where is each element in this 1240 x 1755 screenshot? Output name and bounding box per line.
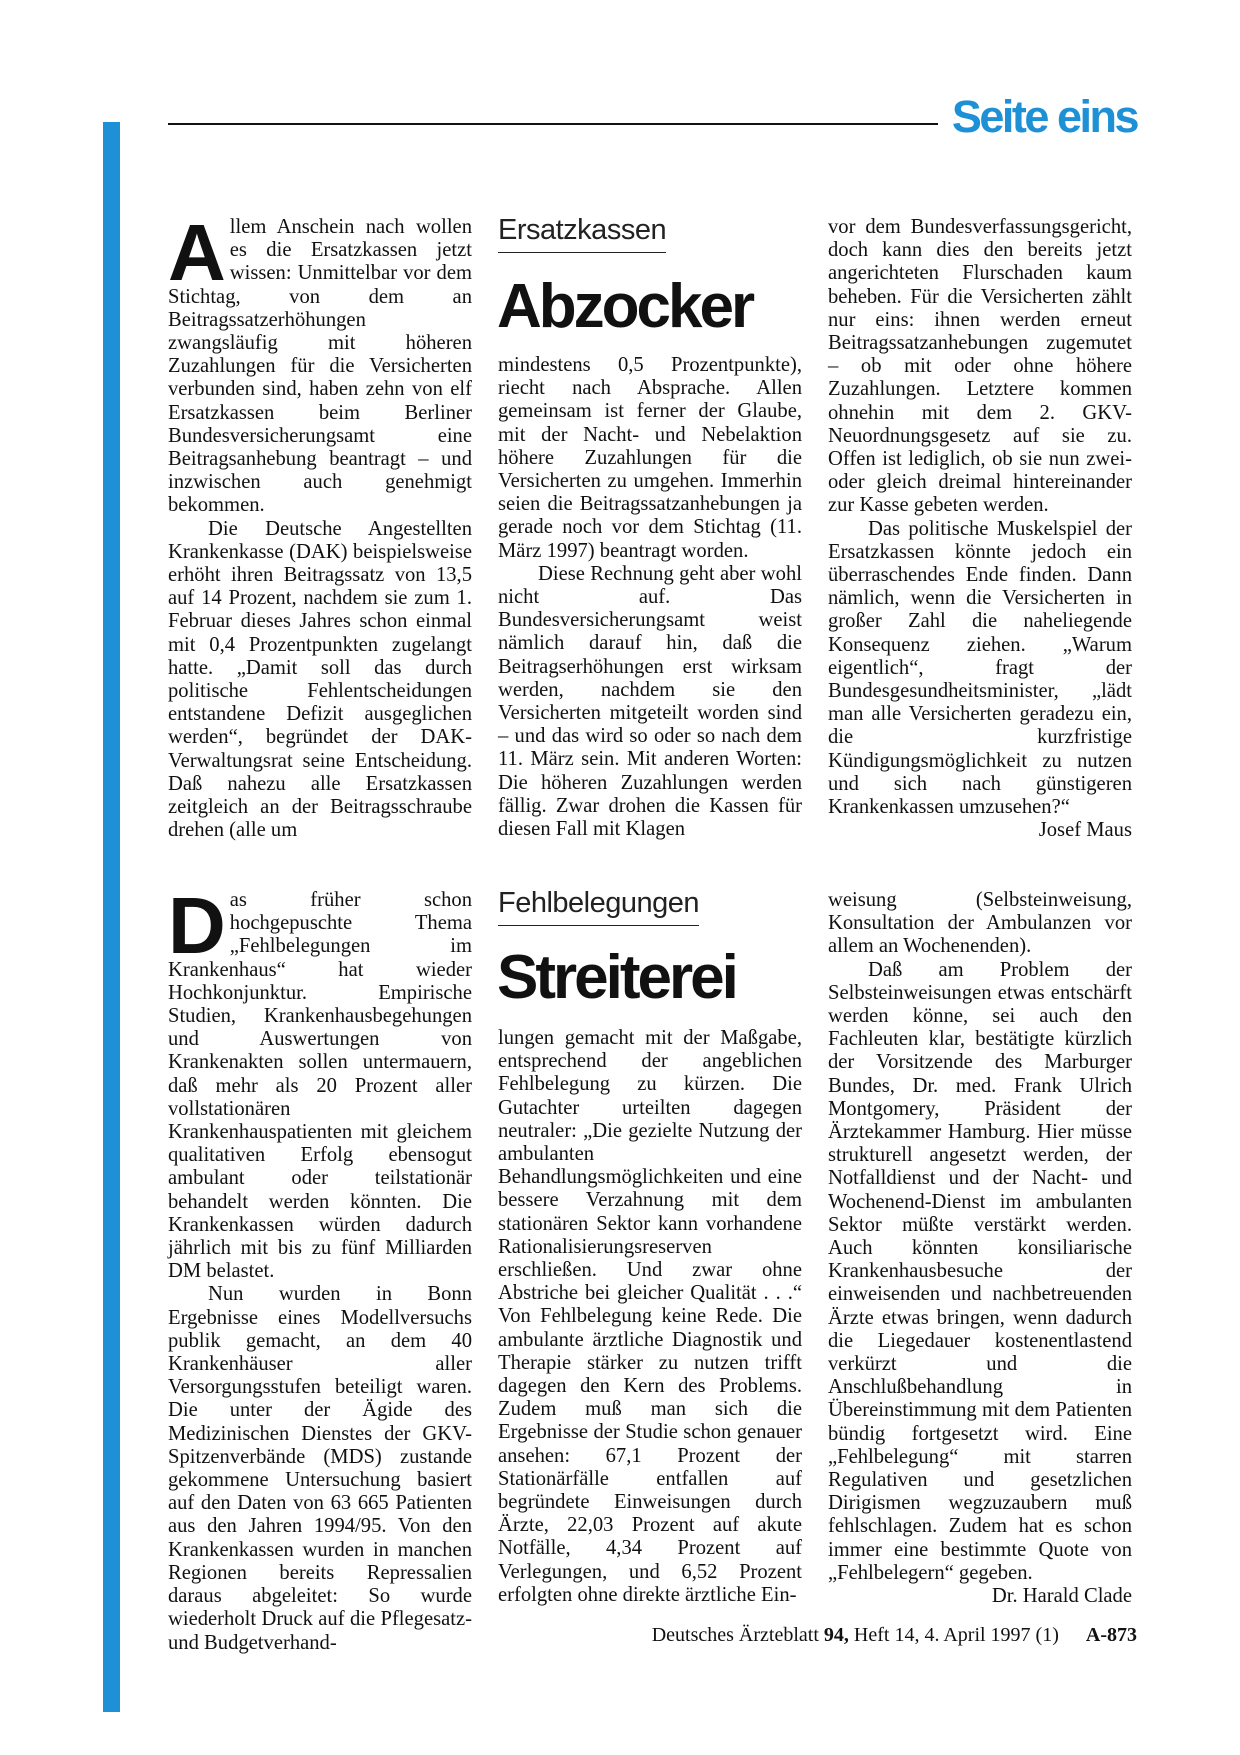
section-title: Seite eins xyxy=(951,91,1137,142)
header-rule xyxy=(168,123,938,125)
volume-number: 94, xyxy=(823,1624,849,1646)
paragraph: Das politische Muskelspiel der Ersatzkassen könnte jedoch ein überraschendes Ende finden. Dann nämlich, wenn die Versicherten in großer Zahl die naheliegende Konsequenz ziehen. „Warum eigentlich“, fragt der Bundesgesundheitsminister, „lädt man alle Versicherten geradezu ein, die kurzfristige Kündigungsmöglichkeit zu nutzen und sich nach günstigeren Krankenkassen umzusehen?“ xyxy=(828,517,1132,819)
issue-info: Heft 14, 4. April 1997 (1) xyxy=(853,1624,1059,1646)
paragraph: Diese Rechnung geht aber wohl nicht auf. Das Bundesversicherungsamt weist nämlich darauf hin, daß die Beitragserhöhungen erst wirksam werden, nachdem sie den Versicherten mitgeteilt worden sind – und das wird so oder so nach dem 11. März sein. Mit anderen Worten: Die höheren Zuzahlungen werden fällig. Zwar drohen die Kassen für diesen Fall mit Klagen xyxy=(498,562,802,841)
dropcap: D xyxy=(168,881,224,970)
paragraph: llem Anschein nach wollen es die Ersatzkassen jetzt wissen: Unmittelbar vor dem Stichtag, von dem an Beitragssatzerhöhungen zwangsläufig mit höheren Zuzahlungen für die Versicherten verbunden sind, haben zehn von elf Ersatzkassen beim Berliner Bundesversicherungsamt eine Beitragsanhebung beantragt – und inzwischen auch genehmigt bekommen. xyxy=(168,216,472,517)
paragraph: Daß am Problem der Selbsteinweisungen etwas entschärft werden könne, sei auch den Fachleuten klar, bestätigte kürzlich der Vorsitzende des Marburger Bundes, Dr. med. Frank Ulrich Montgomery, Präsident der Ärztekammer Hamburg. Hier müsse strukturell angesetzt werden, der Notfalldienst und der Nacht- und Wochenend-Dienst im ambulanten Sektor müßte verstärkt werden. Auch könnten konsiliarische Krankenhausbesuche der einweisenden und nachbetreuenden Ärzte etwas bringen, wenn dadurch die Liegedauer kostenentlastend verkürzt und die Anschlußbehandlung in Übereinstimmung mit dem Patienten bündig fortgesetzt wird. Eine „Fehlbelegung“ mit starren Regulativen und gesetzlichen Dirigismen wegzuzaubern muß fehlschlagen. Zudem hat es schon immer eine bestimmte Quote von „Fehlbelegern“ gegeben. xyxy=(828,958,1132,1584)
journal-name: Deutsches Ärzteblatt xyxy=(651,1624,819,1646)
article2-column-1 xyxy=(168,881,472,1655)
paragraph: as früher schon hochgepuschte Thema „Fehlbelegungen im Krankenhaus“ hat wieder Hochkonjunktur. Empirische Studien, Krankenhausbegehungen und Auswertungen von Krankenakten sollen untermauern, daß mehr als 20 Prozent aller vollstationären Krankenhauspatienten mit gleichem qualitativen Erfolg ebensogut ambulant oder teilstationär behandelt werden könnten. Die Krankenkassen würden dadurch jährlich mit bis zu fünf Milliarden DM belastet. xyxy=(168,889,472,1283)
paragraph: Nun wurden in Bonn Ergebnisse eines Modellversuchs publik gemacht, an dem 40 Krankenhäuser aller Versorgungsstufen beteiligt waren. Die unter der Ägide des Medizinischen Dienstes der GKV-Spitzenverbände (MDS) zustande gekommene Untersuchung basiert auf den Daten von 63 665 Patienten aus den Jahren 1994/95. Von den Krankenkassen wurden in manchen Regionen bereits Repressalien daraus abgeleitet: So wurde wiederholt Druck auf die Pflegesatz- und Budgetverhand- xyxy=(168,1283,472,1654)
page-number: A-873 xyxy=(1085,1624,1137,1646)
dropcap: A xyxy=(168,208,224,297)
article2-column-3 xyxy=(828,889,1132,1608)
article2-headline: Streiterei xyxy=(497,943,736,1012)
author-byline: Dr. Harald Clade xyxy=(991,1585,1132,1608)
blue-margin-bar xyxy=(103,122,120,1712)
paragraph: weisung (Selbsteinweisung, Konsultation der Ambulanzen vor allem an Wochenenden). xyxy=(828,889,1132,958)
article1-column-2 xyxy=(498,354,802,841)
page-footer xyxy=(652,1624,1137,1647)
article2-column-2 xyxy=(498,1027,802,1607)
paragraph: mindestens 0,5 Prozentpunkte), riecht nach Absprache. Allen gemeinsam ist ferner der Glaube, mit der Nacht- und Nebelaktion höhere Zuzahlungen für die Versicherten zu umgehen. Immerhin seien die Beitragssatzanhebungen ja gerade noch vor dem Stichtag (11. März 1997) beantragt worden. xyxy=(498,354,802,562)
article1-column-1 xyxy=(168,208,472,842)
article2-kicker: Fehlbelegungen xyxy=(498,889,699,926)
article1-column-3 xyxy=(828,216,1132,842)
author-byline: Josef Maus xyxy=(1038,819,1132,842)
paragraph: lungen gemacht mit der Maßgabe, entsprechend der angeblichen Fehlbelegung zu kürzen. Die Gutachter urteilten dagegen neutraler: „Die gezielte Nutzung der ambulanten Behandlungsmöglichkeiten und eine bessere Verzahnung mit dem stationären Sektor kann vorhandene Rationalisierungsreserven erschließen. Und zwar ohne Abstriche bei gleicher Qualität . . .“ Von Fehlbelegung keine Rede. Die ambulante ärztliche Diagnostik und Therapie stärker zu nutzen trifft dagegen den Kern des Problems. Zudem muß man sich die Ergebnisse der Studie schon genauer ansehen: 67,1 Prozent der Stationärfälle entfallen auf begründete Einweisungen durch Ärzte, 22,03 Prozent auf akute Notfälle, 4,34 Prozent auf Verlegungen, und 6,52 Prozent erfolgten ohne direkte ärztliche Ein- xyxy=(498,1027,802,1606)
paragraph: vor dem Bundesverfassungsgericht, doch kann dies den bereits jetzt angerichteten Flurschaden kaum beheben. Für die Versicherten zählt nur eins: ihnen werden erneut Beitragssatzanhebungen zugemutet – ob mit oder ohne höhere Zuzahlungen. Letztere kommen ohnehin mit dem 2. GKV-Neuordnungsgesetz auf sie zu. Offen ist lediglich, ob sie nun zwei- oder gleich dreimal hintereinander zur Kasse gebeten werden. xyxy=(828,216,1132,517)
article1-kicker: Ersatzkassen xyxy=(498,216,666,253)
paragraph: Die Deutsche Angestellten Krankenkasse (DAK) beispielsweise erhöht ihren Beitragssatz von 13,5 auf 14 Prozent, nachdem sie zum 1. Februar dieses Jahres schon einmal mit 0,4 Prozentpunkten zugelangt hatte. „Damit soll das durch politische Fehlentscheidungen entstandene Defizit ausgeglichen werden“, begründet der DAK-Verwaltungsrat seine Entscheidung. Daß nahezu alle Ersatzkassen zeitgleich an der Beitragsschraube drehen (alle um xyxy=(168,517,472,842)
article1-headline: Abzocker xyxy=(497,272,753,341)
